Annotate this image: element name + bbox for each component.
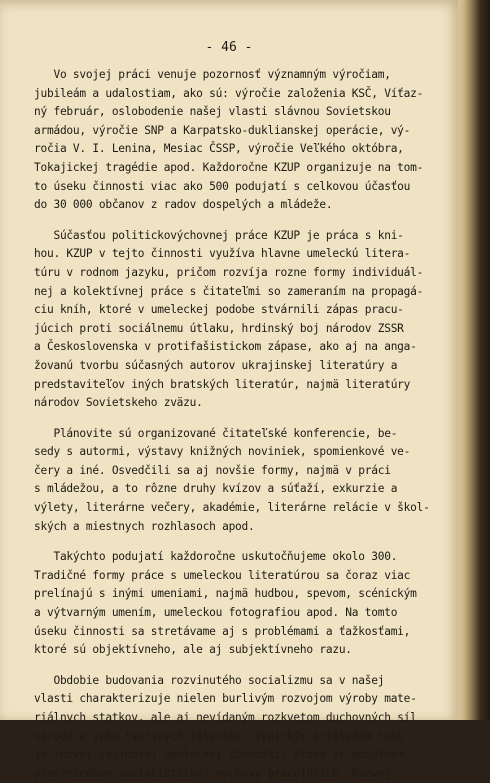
text-line: Plánovite sú organizované čitateľské konferencie, be-	[34, 426, 398, 440]
page-number: - 46 -	[205, 40, 253, 55]
text-line: ciu kníh, ktoré v umeleckej podobe stvárnili zápas pracu-	[34, 303, 404, 317]
text-line: a Československa v protifašistickom zápase, ako aj na anga-	[34, 340, 417, 354]
text-line: je rozvoj záujmovej umeleckej činnosti, ktorá je mohutným	[34, 748, 404, 762]
body-text	[34, 66, 430, 783]
text-line: a výtvarným umením, umeleckou fotografiou apod. Na tomto	[34, 606, 398, 620]
text-line: vlasti charakterizuje nielen burlivým rozvojom výroby mate-	[34, 692, 417, 706]
paragraph	[34, 548, 417, 660]
paragraph-gap	[34, 413, 394, 425]
text-line: armádou, výročie SNP a Karpatsko-duklianskej operácie, vý-	[34, 123, 411, 137]
paragraph	[34, 227, 424, 413]
text-line: riálnych statkov, ale aj nevídaným rozkvetom duchovných síl	[34, 711, 417, 724]
text-line: túru v rodnom jazyku, pričom rozvíja rozne formy individuál-	[34, 265, 424, 279]
text-line: sedy s autormi, výstavy knižných noviniek, spomienkové ve-	[34, 445, 411, 459]
text-line: júcich proti sociálnemu útlaku, hrdinský boj národov ZSSR	[34, 321, 404, 335]
text-line: ktoré sú objektívneho, ale aj subjektívneho razu.	[34, 643, 352, 657]
text-line: národov Sovietskeho zväzu.	[34, 396, 203, 410]
text-line: nej a kolektívnej práce s čitateľmi so zameraním na propagá-	[34, 284, 424, 298]
text-line: ských a miestnych rozhlasoch apod.	[34, 519, 255, 533]
text-line: s mládežou, a to rôzne druhy kvízov a súťaží, exkurzie a	[34, 482, 398, 496]
text-line: ný február, oslobodenie našej vlasti slávnou Sovietskou	[34, 105, 391, 119]
paragraph-gap	[34, 660, 394, 672]
text-line: do 30 000 občanov z radov dospelých a mládeže.	[34, 198, 333, 212]
text-line: predstaviteľov iných bratských literatúr, najmä literatúry	[34, 377, 411, 391]
text-line: prostriedkom socialistickej výchovy pracujúcich. Rozvoj	[34, 766, 391, 780]
text-line: čery a iné. Osvedčili sa aj novšie formy, najmä v práci	[34, 463, 391, 477]
paragraph-gap	[34, 536, 394, 548]
paragraph	[34, 672, 417, 783]
text-line: jubileám a udalostiam, ako sú: výročie založenia KSČ, Víťaz-	[34, 86, 424, 100]
text-line: výlety, literárne večery, akadémie, literárne relácie v škol-	[34, 501, 430, 515]
paragraph	[34, 425, 430, 537]
text-line: Tradičné formy práce s umeleckou literatúrou sa čoraz viac	[34, 568, 411, 582]
text-line: Súčasťou politickovýchovnej práce KZUP je práca s kni-	[34, 228, 404, 242]
text-line: prelínajú s inými umeniami, najmä hudbou, spevom, scénickým	[34, 587, 417, 601]
paragraph-gap	[34, 215, 394, 227]
text-line: to úseku činnosti viac ako 500 podujatí s celkovou účasťou	[34, 179, 411, 193]
text-line: úseku činnosti sa stretávame aj s problémami a ťažkosťami,	[34, 624, 411, 638]
text-line: Vo svojej práci venuje pozornosť významným výročiam,	[34, 68, 391, 81]
text-line: Tokajickej tragédie apod. Každoročne KZUP organizuje na tom-	[34, 160, 424, 174]
text-line: Obdobie budovania rozvinutého socializmu sa v našej	[34, 673, 385, 687]
text-line: Takýchto podujatí každoročne uskutočňujeme okolo 300.	[34, 550, 398, 564]
text-line: žovanú tvorbu súčasných autorov ukrajinskej literatúry a	[34, 358, 398, 372]
text-line: hou. KZUP v tejto činnosti využíva hlavne umeleckú litera-	[34, 247, 411, 261]
text-line: ročia V. I. Lenina, Mesiac ČSSP, výročie Veľkého októbra,	[34, 142, 404, 156]
paragraph	[34, 66, 424, 215]
book-page-edge	[458, 0, 490, 720]
text-line: národa a jeho tvorivých talentov. Typickým príkladom toho	[34, 729, 404, 743]
